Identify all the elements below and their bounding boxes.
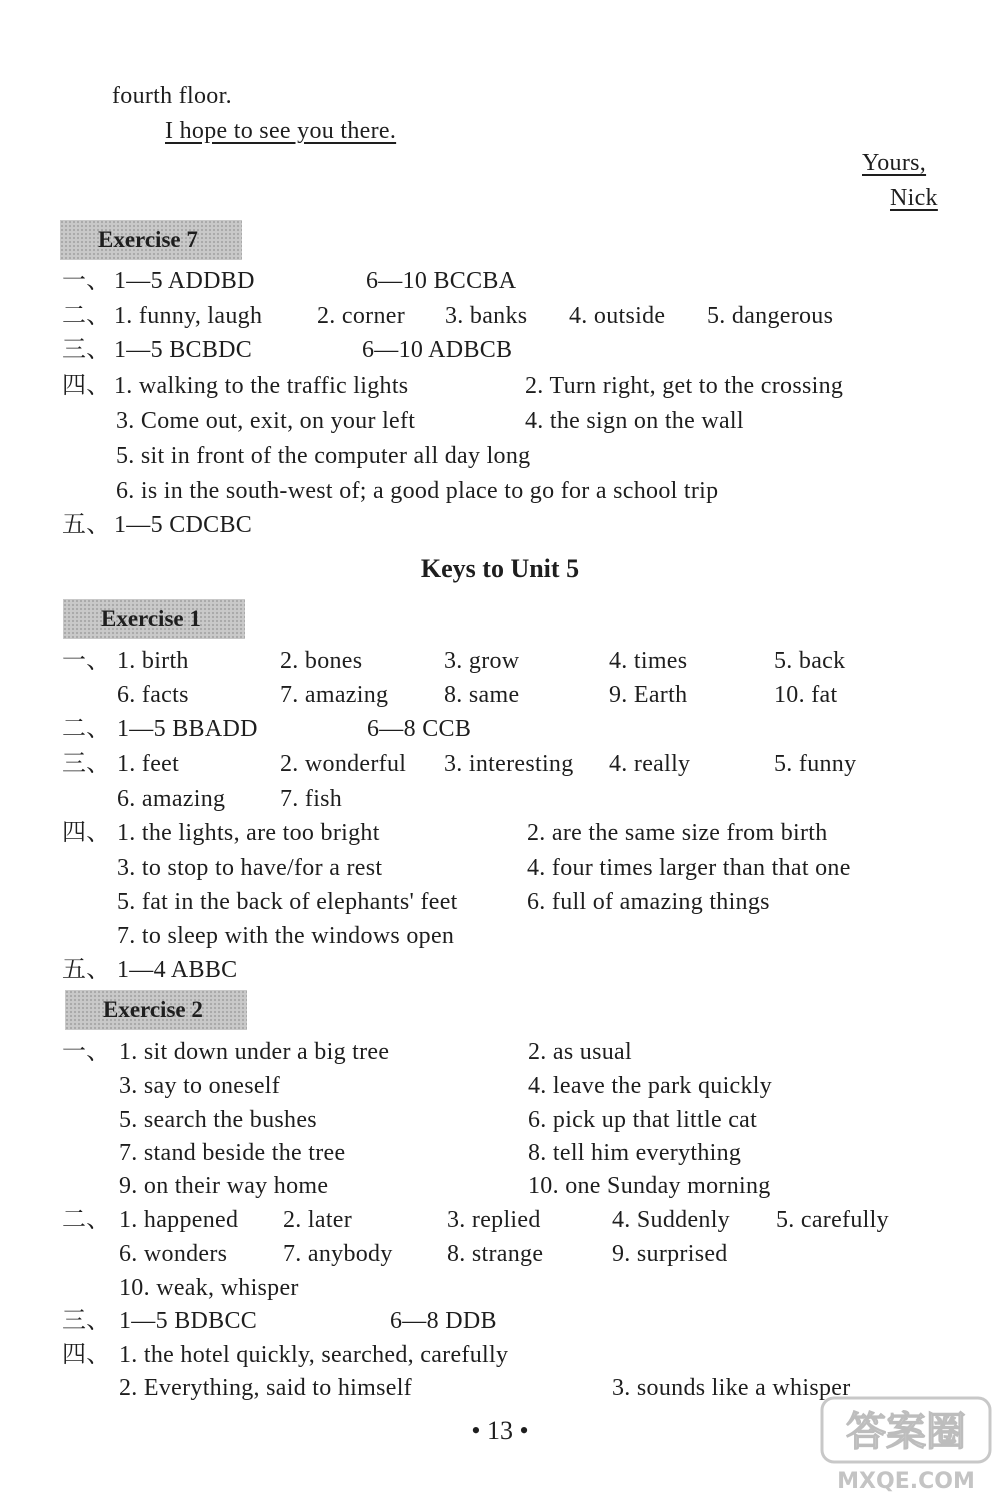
ex2-s4-item: 1. the hotel quickly, searched, carefully xyxy=(119,1342,509,1368)
ex2-s3-a: 1—5 BDBCC xyxy=(119,1308,258,1334)
ex1-s3-item: 5. funny xyxy=(774,751,857,777)
letter-signature: Nick xyxy=(890,185,938,211)
ex7-s1-b: 6—10 BCCBA xyxy=(366,268,517,294)
ex7-s3-a: 1—5 BCBDC xyxy=(114,337,253,363)
ex1-s2-b: 6—8 CCB xyxy=(367,716,472,742)
ex7-s4-item: 3. Come out, exit, on your left xyxy=(116,408,416,434)
ex2-s4-item: 3. sounds like a whisper xyxy=(612,1375,851,1401)
ex1-s3-item: 7. fish xyxy=(280,786,343,812)
ex7-s4-item: 4. the sign on the wall xyxy=(525,408,744,434)
exercise-7-heading: Exercise 7 xyxy=(60,220,242,260)
ex1-s5-label: 五、 xyxy=(62,957,111,983)
ex1-s1-item: 4. times xyxy=(609,648,688,674)
ex2-s2-item: 9. surprised xyxy=(612,1241,728,1267)
ex1-s1-item: 9. Earth xyxy=(609,682,688,708)
ex7-s2-item: 5. dangerous xyxy=(707,303,834,329)
ex1-s3-item: 2. wonderful xyxy=(280,751,407,777)
ex1-s4-item: 3. to stop to have/for a rest xyxy=(117,855,383,881)
ex7-s2-label: 二、 xyxy=(62,303,111,329)
watermark-logo xyxy=(818,1392,994,1496)
ex7-s2-item: 3. banks xyxy=(445,303,528,329)
ex2-s2-item: 10. weak, whisper xyxy=(119,1275,299,1301)
ex2-s2-item: 4. Suddenly xyxy=(612,1207,730,1233)
ex1-s4-item: 1. the lights, are too bright xyxy=(117,820,380,846)
ex1-s3-item: 6. amazing xyxy=(117,786,226,812)
ex1-s4-item: 2. are the same size from birth xyxy=(527,820,828,846)
ex7-s1-label: 一、 xyxy=(62,268,111,294)
ex2-s4-label: 四、 xyxy=(62,1342,111,1368)
ex1-s4-item: 6. full of amazing things xyxy=(527,889,770,915)
ex7-s5-a: 1—5 CDCBC xyxy=(114,512,253,538)
ex2-s1-item: 9. on their way home xyxy=(119,1173,329,1199)
ex7-s1-a: 1—5 ADDBD xyxy=(114,268,255,294)
ex2-s1-item: 6. pick up that little cat xyxy=(528,1107,758,1133)
ex7-s2-item: 4. outside xyxy=(569,303,666,329)
ex2-s3-b: 6—8 DDB xyxy=(390,1308,497,1334)
ex1-s1-item: 10. fat xyxy=(774,682,838,708)
ex2-s1-item: 3. say to oneself xyxy=(119,1073,281,1099)
ex2-s2-item: 1. happened xyxy=(119,1207,239,1233)
ex7-s4-label: 四、 xyxy=(62,373,111,399)
ex1-s1-item: 5. back xyxy=(774,648,846,674)
ex1-s3-item: 3. interesting xyxy=(444,751,574,777)
ex2-s2-item: 5. carefully xyxy=(776,1207,889,1233)
ex2-s1-item: 1. sit down under a big tree xyxy=(119,1039,390,1065)
ex7-s3-b: 6—10 ADBCB xyxy=(362,337,513,363)
ex1-s1-label: 一、 xyxy=(62,648,111,674)
ex2-s1-item: 7. stand beside the tree xyxy=(119,1140,346,1166)
letter-line-2: I hope to see you there. xyxy=(165,118,397,144)
ex1-s1-item: 6. facts xyxy=(117,682,189,708)
ex1-s1-item: 3. grow xyxy=(444,648,520,674)
ex7-s2-item: 1. funny, laugh xyxy=(114,303,263,329)
ex2-s2-item: 3. replied xyxy=(447,1207,541,1233)
ex7-s2-item: 2. corner xyxy=(317,303,405,329)
ex1-s2-label: 二、 xyxy=(62,716,111,742)
ex2-s1-item: 5. search the bushes xyxy=(119,1107,317,1133)
exercise-2-heading: Exercise 2 xyxy=(65,990,247,1030)
page-number: • 13 • xyxy=(471,1416,529,1445)
ex2-s1-item: 8. tell him everything xyxy=(528,1140,742,1166)
ex2-s4-item: 2. Everything, said to himself xyxy=(119,1375,412,1401)
ex7-s4-item: 2. Turn right, get to the crossing xyxy=(525,373,844,399)
ex1-s1-item: 1. birth xyxy=(117,648,189,674)
ex7-s5-label: 五、 xyxy=(62,512,111,538)
ex7-s3-label: 三、 xyxy=(62,337,111,363)
ex1-s1-item: 8. same xyxy=(444,682,520,708)
ex1-s1-item: 2. bones xyxy=(280,648,363,674)
ex1-s4-label: 四、 xyxy=(62,820,111,846)
watermark-domain: MXQE.COM xyxy=(837,1469,975,1494)
ex2-s2-item: 2. later xyxy=(283,1207,353,1233)
ex2-s2-item: 6. wonders xyxy=(119,1241,228,1267)
ex1-s5-a: 1—4 ABBC xyxy=(117,957,238,983)
exercise-1-heading: Exercise 1 xyxy=(63,599,245,639)
ex2-s2-item: 7. anybody xyxy=(283,1241,393,1267)
ex2-s1-item: 4. leave the park quickly xyxy=(528,1073,773,1099)
ex1-s1-item: 7. amazing xyxy=(280,682,389,708)
ex1-s4-item: 5. fat in the back of elephants' feet xyxy=(117,889,458,915)
ex2-s1-item: 10. one Sunday morning xyxy=(528,1173,771,1199)
ex2-s2-item: 8. strange xyxy=(447,1241,544,1267)
ex1-s4-item: 7. to sleep with the windows open xyxy=(117,923,455,949)
watermark-text: 答案圈 xyxy=(846,1409,966,1455)
ex1-s3-item: 1. feet xyxy=(117,751,180,777)
ex7-s4-item: 5. sit in front of the computer all day long xyxy=(116,443,531,469)
ex7-s4-item: 6. is in the south-west of; a good place to go for a school trip xyxy=(116,478,719,504)
ex2-s1-label: 一、 xyxy=(62,1039,111,1065)
ex2-s2-label: 二、 xyxy=(62,1207,111,1233)
ex7-s4-item: 1. walking to the traffic lights xyxy=(114,373,409,399)
ex2-s3-label: 三、 xyxy=(62,1308,111,1334)
ex2-s1-item: 2. as usual xyxy=(528,1039,632,1065)
unit-title: Keys to Unit 5 xyxy=(420,554,580,583)
ex1-s4-item: 4. four times larger than that one xyxy=(527,855,851,881)
ex1-s3-label: 三、 xyxy=(62,751,111,777)
letter-line-1: fourth floor. xyxy=(112,83,232,109)
ex1-s2-a: 1—5 BBADD xyxy=(117,716,258,742)
letter-closing: Yours, xyxy=(862,150,927,176)
ex1-s3-item: 4. really xyxy=(609,751,691,777)
